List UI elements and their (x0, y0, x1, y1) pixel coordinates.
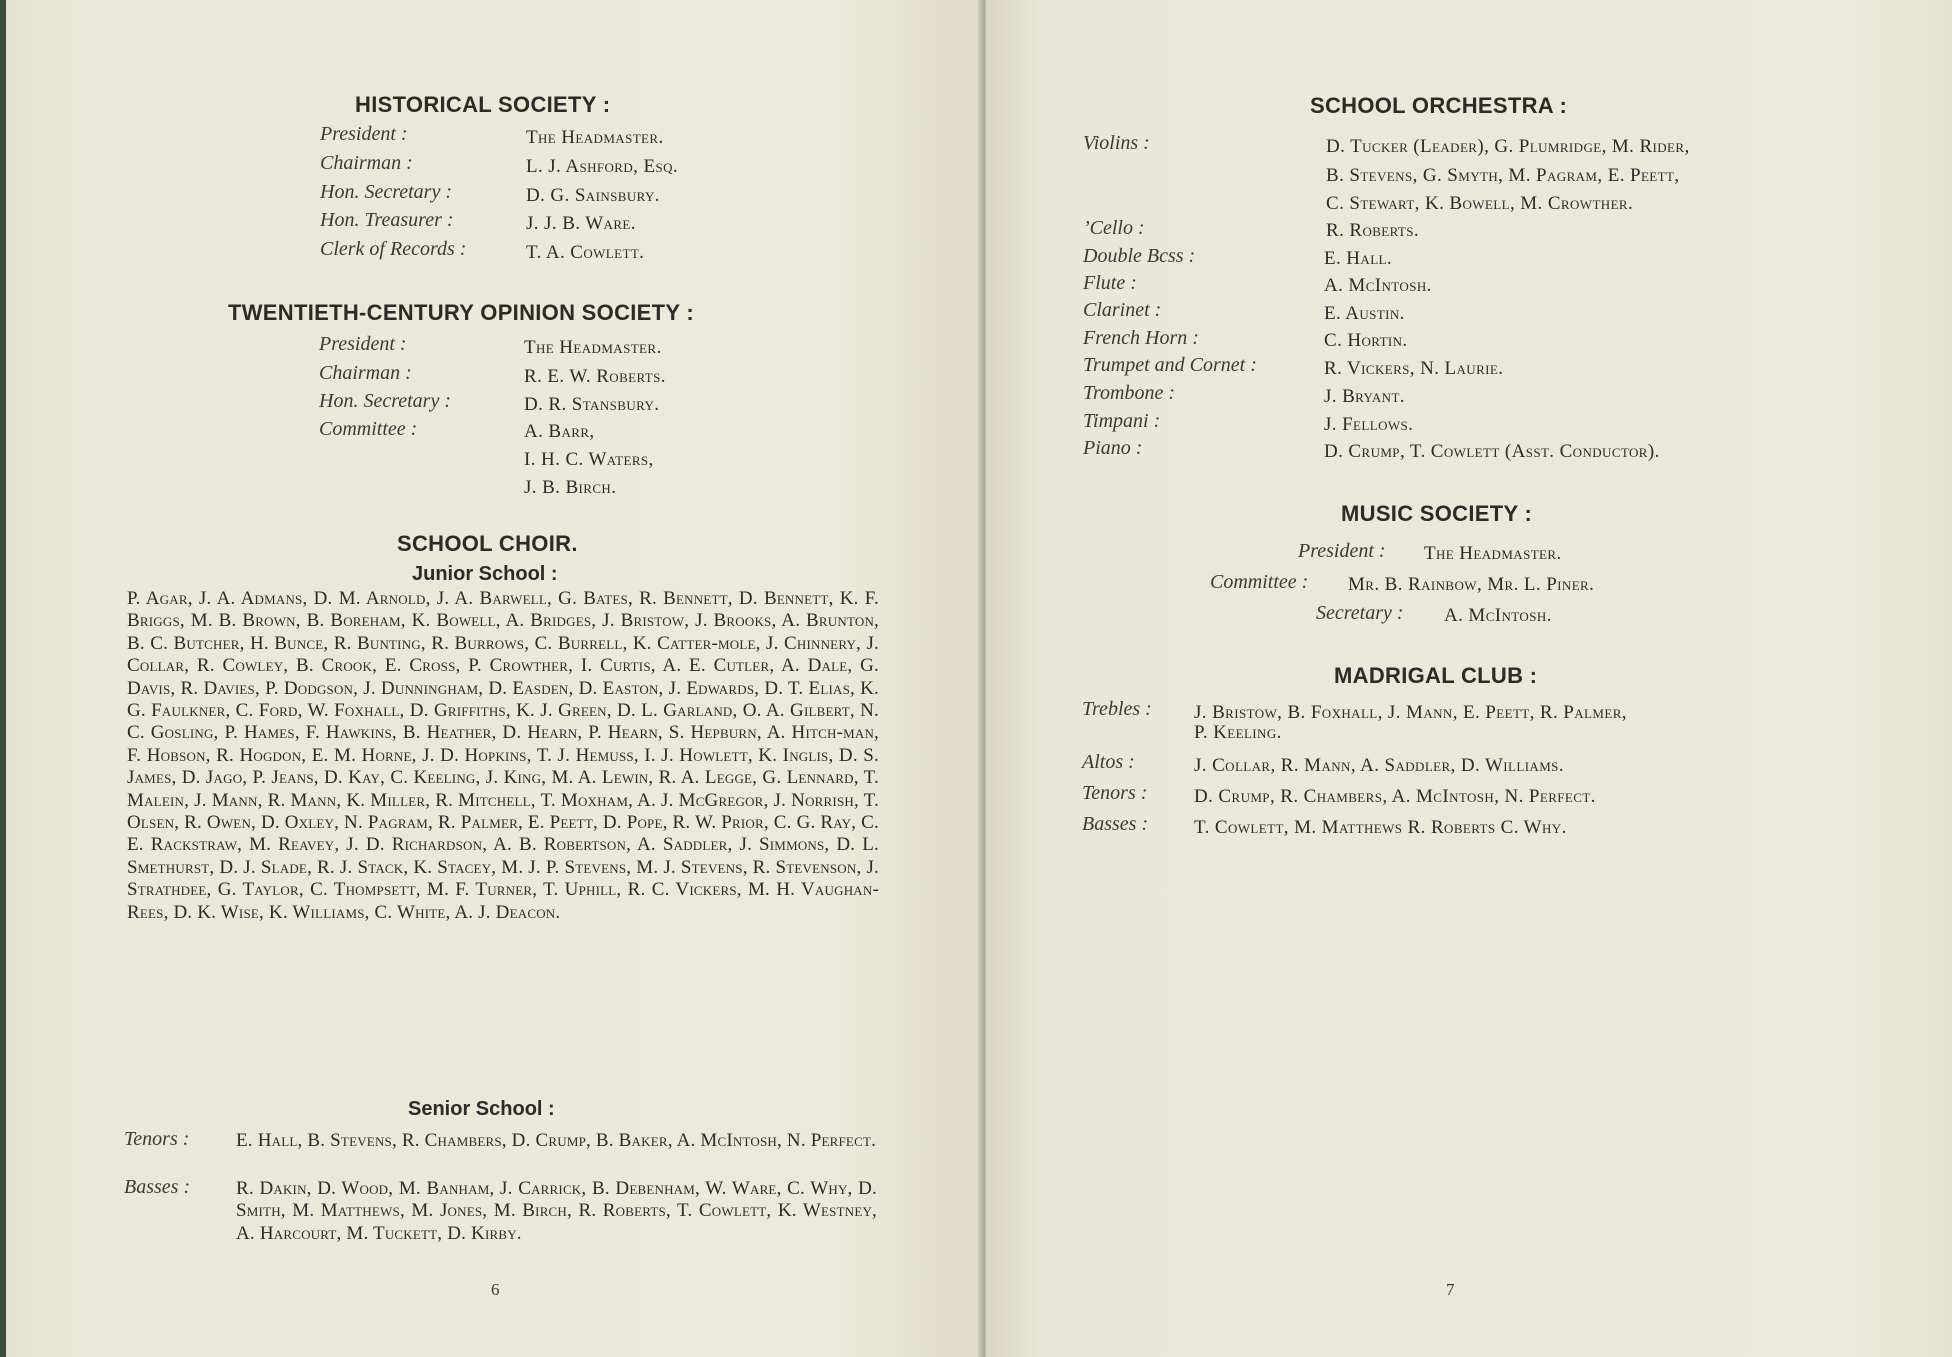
role-value: A. Barr, (524, 421, 595, 442)
voice-label: Basses : (1082, 813, 1149, 835)
senior-tenors-members: E. Hall, B. Stevens, R. Chambers, D. Crump, B. Baker, A. McIntosh, N. Perfect. (236, 1130, 877, 1151)
basses-label: Basses : (124, 1176, 191, 1198)
instrument-players: E. Hall. (1324, 248, 1393, 269)
instrument-players: J. Fellows. (1324, 414, 1414, 435)
instrument-label: ’Cello : (1083, 217, 1145, 239)
instrument-label: Clarinet : (1083, 299, 1162, 321)
role-value: T. A. Cowlett. (526, 242, 645, 263)
voice-members: T. Cowlett, M. Matthews R. Roberts C. Why. (1194, 817, 1567, 838)
madrigal-club-heading: MADRIGAL CLUB : (1334, 663, 1538, 688)
role-value: I. H. C. Waters, (524, 449, 654, 470)
page-number: 7 (1446, 1280, 1455, 1299)
role-label: Secretary : (1316, 602, 1404, 624)
role-label: Hon. Secretary : (320, 181, 452, 203)
role-label: Chairman : (319, 362, 412, 384)
instrument-players: R. Vickers, N. Laurie. (1324, 358, 1504, 379)
instrument-label: Trombone : (1083, 382, 1176, 404)
music-society-heading: MUSIC SOCIETY : (1341, 501, 1533, 526)
instrument-label: Flute : (1083, 272, 1137, 294)
senior-basses-members: R. Dakin, D. Wood, M. Banham, J. Carrick, B. Debenham, W. Ware, C. Why, D. Smith, M. Matthews, M. Jones, M. Birch, R. Roberts, T. Cowlett, K. Westney, A. Harcourt, M. Tuckett, D. Kirby. (236, 1178, 877, 1244)
instrument-players: A. McIntosh. (1324, 275, 1432, 296)
right-page (986, 0, 1952, 1357)
instrument-players: E. Austin. (1324, 303, 1405, 324)
role-value: The Headmaster. (526, 127, 664, 148)
role-value: The Headmaster. (1424, 543, 1562, 564)
twentieth-century-heading: TWENTIETH-CENTURY OPINION SOCIETY : (228, 300, 695, 325)
role-label: Hon. Treasurer : (320, 209, 454, 231)
role-label: President : (319, 333, 407, 355)
school-choir-heading: SCHOOL CHOIR. (397, 531, 578, 556)
junior-school-members: P. Agar, J. A. Admans, D. M. Arnold, J. A. Barwell, G. Bates, R. Bennett, D. Bennett, K. F. Briggs, M. B. Brown, B. Boreham, K. Bowell, A. Bridges, J. Bristow, J. Brooks, A. Brunton, B. C. Butcher, H. Bunce, R. Bunting, R. Burrows, C. Burrell, K. Catter-mole, J. Chinnery, J. Collar, R. Cowley, B. Crook, E. Cross, P. Crowther, I. Curtis, A. E. Cutler, A. Dale, G. Davis, R. Davies, P. Dodgson, J. Dunningham, D. Easden, D. Easton, J. Edwards, D. T. Elias, K. G. Faulkner, C. Ford, W. Foxhall, D. Griffiths, K. J. Green, D. L. Garland, O. A. Gilbert, N. C. Gosling, P. Hames, F. Hawkins, B. Heather, D. Hearn, P. Hearn, S. Hepburn, A. Hitch-man, F. Hobson, R. Hogdon, E. M. Horne, J. D. Hopkins, T. J. Hemuss, I. J. Howlett, K. Inglis, D. S. James, D. Jago, P. Jeans, D. Kay, C. Keeling, J. King, M. A. Lewin, R. A. Legge, G. Lennard, T. Malein, J. Mann, R. Mann, K. Miller, R. Mitchell, T. Moxham, A. J. McGregor, J. Norrish, T. Olsen, R. Owen, D. Oxley, N. Pagram, R. Palmer, E. Peett, D. Pope, R. W. Prior, C. G. Ray, C. E. Rackstraw, M. Reavey, J. D. Richardson, A. B. Robertson, A. Saddler, J. Simmons, D. L. Smethurst, D. J. Slade, R. J. Stack, K. Stacey, M. J. P. Stevens, M. J. Stevens, R. Stevenson, J. Strathdee, G. Taylor, C. Thompsett, M. F. Turner, T. Uphill, R. C. Vickers, M. H. Vaughan-Rees, D. K. Wise, K. Williams, C. White, A. J. Deacon. (127, 588, 879, 923)
role-value: D. G. Sainsbury. (526, 185, 660, 206)
tenors-label: Tenors : (124, 1128, 190, 1150)
instrument-label: Timpani : (1083, 410, 1161, 432)
instrument-players: J. Bryant. (1324, 386, 1405, 407)
role-label: Chairman : (320, 152, 413, 174)
instrument-label: Double Bcss : (1083, 245, 1196, 267)
role-label: Hon. Secretary : (319, 390, 451, 412)
instrument-players: R. Roberts. (1326, 220, 1420, 241)
role-value: Mr. B. Rainbow, Mr. L. Piner. (1348, 574, 1595, 595)
role-value: A. McIntosh. (1444, 605, 1552, 626)
role-value: J. B. Birch. (524, 477, 617, 498)
instrument-players: D. Crump, T. Cowlett (Asst. Conductor). (1324, 441, 1660, 462)
instrument-players: B. Stevens, G. Smyth, M. Pagram, E. Peett, (1326, 165, 1680, 186)
role-label: Clerk of Records : (320, 238, 467, 260)
school-orchestra-heading: SCHOOL ORCHESTRA : (1310, 93, 1568, 118)
role-value: J. J. B. Ware. (526, 213, 636, 234)
page-number: 6 (491, 1280, 500, 1299)
instrument-label: Piano : (1083, 437, 1143, 459)
role-label: Committee : (1210, 571, 1309, 593)
voice-members: D. Crump, R. Chambers, A. McIntosh, N. Perfect. (1194, 786, 1596, 807)
role-value: D. R. Stansbury. (524, 394, 660, 415)
instrument-label: Violins : (1083, 132, 1150, 154)
voice-label: Altos : (1082, 751, 1135, 773)
senior-school-heading: Senior School : (408, 1098, 555, 1120)
junior-school-heading: Junior School : (412, 563, 558, 585)
instrument-players: C. Hortin. (1324, 330, 1408, 351)
role-label: President : (320, 123, 408, 145)
instrument-label: Trumpet and Cornet : (1083, 354, 1257, 376)
voice-members: J. Collar, R. Mann, A. Saddler, D. Williams. (1194, 755, 1564, 776)
voice-members: P. Keeling. (1194, 722, 1282, 743)
role-label: President : (1298, 540, 1386, 562)
voice-members: J. Bristow, B. Foxhall, J. Mann, E. Peett, R. Palmer, (1194, 702, 1627, 723)
role-value: R. E. W. Roberts. (524, 366, 666, 387)
role-value: L. J. Ashford, Esq. (526, 156, 679, 177)
role-label: Committee : (319, 418, 418, 440)
voice-label: Trebles : (1082, 698, 1152, 720)
instrument-players: C. Stewart, K. Bowell, M. Crowther. (1326, 193, 1634, 214)
role-value: The Headmaster. (524, 337, 662, 358)
instrument-label: French Horn : (1083, 327, 1199, 349)
left-page (6, 0, 984, 1357)
voice-label: Tenors : (1082, 782, 1148, 804)
instrument-players: D. Tucker (Leader), G. Plumridge, M. Rider, (1326, 136, 1690, 157)
historical-society-heading: HISTORICAL SOCIETY : (355, 92, 611, 117)
